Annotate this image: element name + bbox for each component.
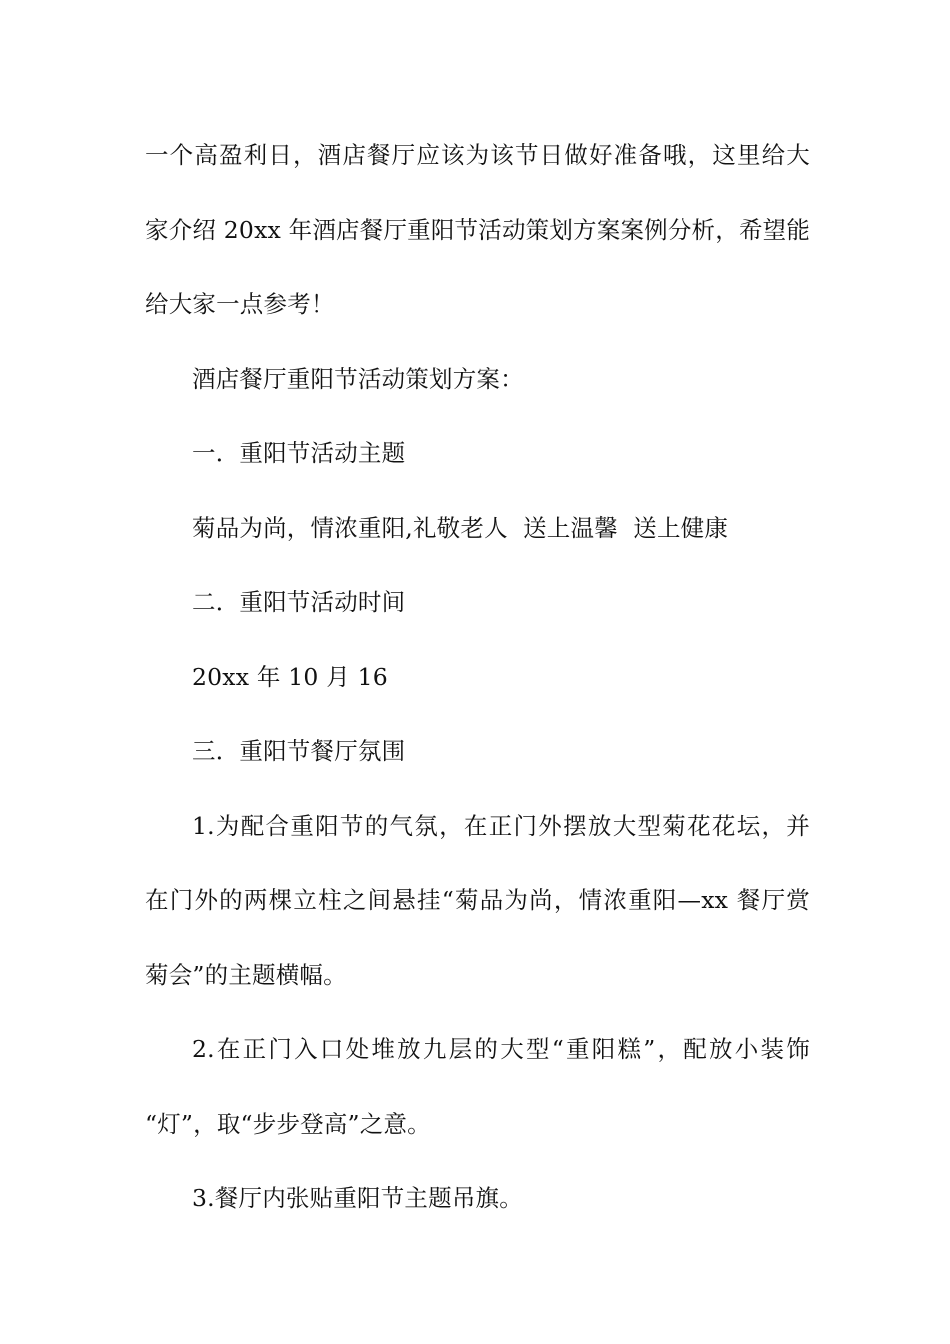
section-2-body: 20xx 年 10 月 16 [192, 662, 388, 691]
section-3-item-1-line-1: 1.为配合重阳节的气氛，在正门外摆放大型菊花花坛，并 [192, 811, 810, 840]
section-3-item-1-line-2: 在门外的两棵立柱之间悬挂“菊品为尚，情浓重阳—xx 餐厅赏 [145, 886, 810, 914]
section-1-body: 菊品为尚，情浓重阳,礼敬老人 送上温馨 送上健康 [192, 513, 729, 542]
section-2-heading: 二．重阳节活动时间 [192, 588, 406, 616]
section-3-heading: 三．重阳节餐厅氛围 [192, 737, 406, 765]
section-3-item-1-line-3: 菊会”的主题横幅。 [145, 960, 347, 989]
plan-title: 酒店餐厅重阳节活动策划方案： [192, 364, 524, 393]
intro-line-1: 一个高盈利日，酒店餐厅应该为该节日做好准备哦，这里给大 [145, 141, 810, 169]
intro-line-2: 家介绍 20xx 年酒店餐厅重阳节活动策划方案案例分析，希望能 [145, 215, 811, 244]
section-3-item-2-line-1: 2.在正门入口处堆放九层的大型“重阳糕”，配放小装饰 [192, 1035, 810, 1063]
section-3-item-3-line-1: 3.餐厅内张贴重阳节主题吊旗。 [192, 1184, 523, 1212]
intro-line-3: 给大家一点参考！ [145, 290, 335, 318]
section-3-item-2-line-2: “灯”，取“步步登高”之意。 [145, 1109, 431, 1138]
section-1-heading: 一．重阳节活动主题 [192, 439, 406, 467]
document-body [145, 118, 810, 1236]
